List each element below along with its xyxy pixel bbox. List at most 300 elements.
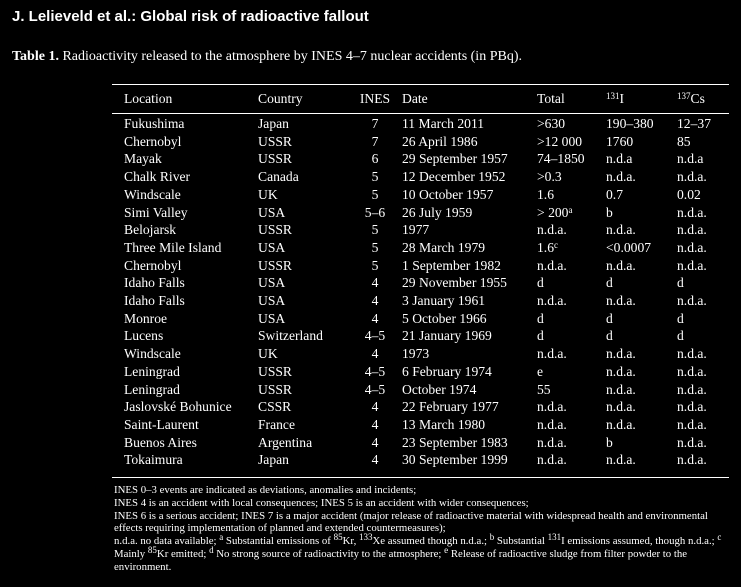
cell-country [258, 257, 348, 275]
table-header [112, 86, 729, 112]
cell-iodine [606, 168, 677, 186]
cell-iodine [606, 274, 677, 292]
cell-date-value: 29 September 1957 [402, 151, 508, 167]
cell-location-value: Leningrad [124, 381, 180, 397]
cell-total [537, 274, 606, 292]
cell-ines [348, 345, 402, 363]
cell-iodine [606, 398, 677, 416]
cell-country-value: USA [258, 310, 286, 326]
cell-location-value: Fukushima [124, 116, 185, 131]
table-row [112, 186, 729, 204]
cell-location-value: Chalk River [124, 169, 191, 185]
cell-ines-value: 4–5 [364, 363, 386, 379]
cell-cesium-value: n.d.a. [677, 452, 707, 468]
cell-iodine-value: n.d.a. [606, 363, 636, 379]
cell-country [258, 292, 348, 310]
cell-date-value: 23 September 1983 [402, 434, 508, 450]
table-row [112, 257, 729, 275]
cell-iodine-value: n.d.a. [606, 222, 636, 238]
cell-cesium-value: d [677, 275, 684, 291]
cell-date-value: 30 September 1999 [402, 452, 508, 468]
table-row [112, 239, 729, 257]
table-caption-text: Radioactivity released to the atmosphere by INES 4–7 nuclear accidents (in PBq). [62, 49, 522, 64]
iodine-mass-number: 131 [606, 91, 620, 102]
cell-date-value: 29 November 1955 [402, 275, 507, 291]
cell-ines [348, 327, 402, 345]
table-row [112, 434, 729, 452]
cell-cesium [677, 416, 729, 434]
cell-total-value: n.d.a. [537, 222, 567, 238]
cell-location [112, 292, 258, 310]
table-row [112, 327, 729, 345]
cell-location-value: Jaslovské Bohunice [124, 399, 232, 415]
iodine-symbol: I [619, 91, 625, 107]
cell-date-value: 26 July 1959 [402, 204, 473, 220]
cell-cesium-value: n.d.a. [677, 434, 707, 450]
cell-location [112, 363, 258, 381]
cell-iodine [606, 327, 677, 345]
cell-date-value: 12 December 1952 [402, 169, 506, 185]
cell-ines [348, 112, 402, 133]
cell-total [537, 310, 606, 328]
cell-cesium-value: 12–37 [677, 116, 711, 131]
cell-total-value: n.d.a. [537, 257, 567, 273]
cell-iodine [606, 221, 677, 239]
cell-location [112, 239, 258, 257]
cell-cesium [677, 221, 729, 239]
col-total-header: Total [537, 91, 565, 107]
cell-ines [348, 310, 402, 328]
cell-iodine-value: n.d.a. [606, 169, 636, 185]
cell-iodine [606, 310, 677, 328]
table-top-rule [112, 84, 729, 85]
cell-cesium-value: d [677, 328, 684, 344]
table-row [112, 133, 729, 151]
cell-total-value: >630 [537, 116, 566, 131]
cell-total-value: 74–1850 [537, 151, 585, 167]
footnote-text: Kr emitted; [156, 547, 210, 560]
cell-date-value: 5 October 1966 [402, 310, 487, 326]
table-row [112, 292, 729, 310]
cell-country [258, 451, 348, 469]
cell-iodine [606, 381, 677, 399]
col-ines-header: INES [359, 91, 391, 107]
cell-country-value: UK [258, 186, 278, 202]
cell-iodine-value: <0.0007 [606, 239, 652, 255]
cell-iodine-value: n.d.a. [606, 293, 636, 309]
cell-cesium-value: d [677, 310, 684, 326]
cell-iodine [606, 434, 677, 452]
cell-total [537, 133, 606, 151]
cell-ines [348, 274, 402, 292]
cell-ines-value: 4 [371, 293, 379, 309]
cell-location-value: Mayak [124, 151, 162, 167]
cell-total-value: > 200 [537, 204, 569, 220]
cell-iodine-value: d [606, 328, 613, 344]
cell-date [402, 434, 537, 452]
footnote-line [114, 532, 729, 573]
cell-total-value: d [537, 328, 544, 344]
cell-iodine [606, 292, 677, 310]
cell-date [402, 204, 537, 222]
cesium-symbol: Cs [690, 91, 705, 107]
cell-cesium-value: n.d.a. [677, 346, 707, 362]
cell-ines-value: 4–5 [364, 381, 386, 397]
cell-location [112, 345, 258, 363]
cell-location [112, 221, 258, 239]
cell-cesium-value: 0.02 [677, 186, 701, 202]
cell-country-value: UK [258, 346, 278, 362]
cell-cesium [677, 204, 729, 222]
cell-date [402, 327, 537, 345]
footnote-mark: d [209, 544, 214, 555]
cell-total [537, 204, 606, 222]
cell-iodine-value: n.d.a. [606, 416, 636, 432]
cell-total [537, 150, 606, 168]
cell-ines-value: 4 [371, 434, 379, 450]
cell-iodine-value: d [606, 275, 613, 291]
cell-date [402, 363, 537, 381]
cell-ines [348, 416, 402, 434]
cell-country-value: CSSR [258, 399, 292, 415]
cell-iodine-value: 0.7 [606, 186, 623, 202]
cell-location [112, 168, 258, 186]
footnote-text: Substantial emissions of [223, 535, 334, 548]
cell-cesium [677, 112, 729, 133]
cell-cesium [677, 133, 729, 151]
cell-date [402, 310, 537, 328]
footnote-text: I emissions assumed, though n.d.a.; [561, 535, 718, 548]
table-row [112, 221, 729, 239]
table-row [112, 112, 729, 133]
cell-country [258, 363, 348, 381]
cell-cesium [677, 168, 729, 186]
cell-cesium [677, 239, 729, 257]
cell-date-value: 1973 [402, 346, 430, 362]
cell-date [402, 112, 537, 133]
cell-country-value: USSR [258, 363, 293, 379]
cell-ines-value: 4 [371, 275, 379, 291]
cell-ines [348, 221, 402, 239]
cell-location-value: Simi Valley [124, 204, 188, 220]
cell-cesium-value: n.d.a. [677, 293, 707, 309]
cell-date-value: 22 February 1977 [402, 399, 499, 415]
cell-date [402, 150, 537, 168]
mass-number: 133 [358, 532, 373, 543]
cell-ines [348, 186, 402, 204]
cell-location-value: Windscale [124, 346, 181, 362]
cell-cesium [677, 257, 729, 275]
cell-iodine [606, 451, 677, 469]
cell-iodine-value: n.d.a. [606, 257, 636, 273]
cell-location-value: Chernobyl [124, 133, 182, 149]
footnote-mark: c [554, 239, 558, 250]
cell-ines [348, 133, 402, 151]
cell-cesium-value: n.d.a. [677, 169, 707, 185]
cell-total-value: n.d.a. [537, 346, 567, 362]
cell-iodine-value: n.d.a [606, 151, 633, 167]
cell-location-value: Saint-Laurent [124, 416, 199, 432]
cell-date-value: 1 September 1982 [402, 257, 501, 273]
cell-total-value: d [537, 275, 544, 291]
cell-iodine [606, 204, 677, 222]
table-header-row [112, 86, 729, 112]
cell-total [537, 416, 606, 434]
cell-iodine-value: n.d.a. [606, 452, 636, 468]
table-body [112, 112, 729, 469]
cell-ines-value: 7 [371, 133, 379, 149]
cell-location-value: Windscale [124, 186, 181, 202]
cell-iodine [606, 345, 677, 363]
footnote-text: Substantial [494, 535, 548, 548]
cell-country [258, 204, 348, 222]
cell-total-value: >0.3 [537, 169, 562, 185]
footnote-mark: e [444, 544, 449, 555]
cell-total [537, 168, 606, 186]
cell-cesium [677, 150, 729, 168]
cell-location [112, 381, 258, 399]
footnote-text: No strong source of radioactivity to the atmosphere; [213, 547, 445, 560]
cell-cesium [677, 327, 729, 345]
table-row [112, 274, 729, 292]
cell-country-value: USA [258, 239, 286, 255]
cell-country [258, 345, 348, 363]
cell-ines [348, 381, 402, 399]
cell-country [258, 274, 348, 292]
footnote-text: n.d.a. no data available; [114, 535, 220, 548]
cell-country [258, 168, 348, 186]
cell-date [402, 239, 537, 257]
table-row [112, 363, 729, 381]
cell-iodine-value: b [606, 204, 613, 220]
mass-number: 85 [333, 532, 343, 543]
cell-date [402, 221, 537, 239]
cell-location-value: Monroe [124, 310, 168, 326]
cell-date-value: 1977 [402, 222, 430, 238]
table-row [112, 168, 729, 186]
cell-country [258, 398, 348, 416]
footnote-line: INES 0–3 events are indicated as deviations, anomalies and incidents; [114, 484, 417, 496]
cell-date [402, 257, 537, 275]
cell-ines [348, 150, 402, 168]
cell-ines-value: 4 [371, 346, 379, 362]
cell-country-value: USA [258, 293, 286, 309]
cell-cesium [677, 310, 729, 328]
cell-total [537, 451, 606, 469]
cell-cesium [677, 345, 729, 363]
cell-iodine-value: n.d.a. [606, 399, 636, 415]
cell-ines-value: 6 [371, 151, 379, 167]
table-row [112, 381, 729, 399]
mass-number: 85 [147, 544, 157, 555]
cell-location-value: Leningrad [124, 363, 180, 379]
cell-iodine [606, 363, 677, 381]
cell-date [402, 168, 537, 186]
cell-location-value: Idaho Falls [124, 275, 185, 291]
cell-location [112, 451, 258, 469]
table-row [112, 150, 729, 168]
cell-ines-value: 4 [371, 399, 379, 415]
cell-country-value: Japan [258, 452, 289, 468]
cell-total [537, 398, 606, 416]
cell-date [402, 381, 537, 399]
cell-country-value: Switzerland [258, 328, 323, 344]
table-footnotes [114, 484, 729, 574]
cell-iodine [606, 416, 677, 434]
footnote-text: Xe assumed though n.d.a.; [372, 535, 490, 548]
cell-ines [348, 451, 402, 469]
cell-country-value: Japan [258, 116, 289, 131]
cell-cesium-value: n.d.a. [677, 222, 707, 238]
cell-country-value: USSR [258, 222, 293, 238]
cell-country-value: USSR [258, 151, 293, 167]
cell-ines [348, 434, 402, 452]
table-row [112, 345, 729, 363]
col-date-header: Date [402, 91, 428, 107]
cell-total [537, 345, 606, 363]
cell-date-value: 6 February 1974 [402, 363, 492, 379]
cell-ines [348, 204, 402, 222]
cell-ines-value: 5–6 [364, 204, 386, 220]
footnote-mark: a [219, 532, 224, 543]
cell-cesium [677, 274, 729, 292]
cell-country [258, 221, 348, 239]
cell-location [112, 327, 258, 345]
cell-total-value: n.d.a. [537, 293, 567, 309]
cell-country-value: USSR [258, 381, 293, 397]
footnote-mark: a [568, 204, 573, 215]
cell-ines-value: 5 [371, 239, 379, 255]
cell-date-value: 3 January 1961 [402, 293, 486, 309]
cell-location [112, 112, 258, 133]
footnote-mark: b [489, 532, 495, 543]
cell-total [537, 292, 606, 310]
table-row [112, 451, 729, 469]
cell-iodine-value: n.d.a. [606, 381, 636, 397]
cell-country [258, 112, 348, 133]
cell-total [537, 381, 606, 399]
cell-date [402, 186, 537, 204]
cell-location [112, 257, 258, 275]
cell-total-value: n.d.a. [537, 416, 567, 432]
cell-country [258, 239, 348, 257]
cell-cesium [677, 363, 729, 381]
cell-date-value: 10 October 1957 [402, 186, 494, 202]
cell-iodine-value: n.d.a. [606, 346, 636, 362]
cell-ines [348, 292, 402, 310]
cell-total [537, 186, 606, 204]
cell-country [258, 186, 348, 204]
cell-iodine-value: d [606, 310, 613, 326]
cell-date-value: 26 April 1986 [402, 133, 478, 149]
cell-total-value: >12 000 [537, 133, 583, 149]
cell-country-value: Argentina [258, 434, 313, 450]
cell-iodine [606, 112, 677, 133]
cell-location-value: Lucens [124, 328, 164, 344]
cell-total-value: 55 [537, 381, 551, 397]
cell-total [537, 434, 606, 452]
table-row [112, 398, 729, 416]
cell-country-value: Canada [258, 169, 299, 185]
cell-country [258, 310, 348, 328]
cell-cesium-value: n.d.a [677, 151, 704, 167]
cell-location-value: Idaho Falls [124, 293, 185, 309]
cell-ines-value: 5 [371, 222, 379, 238]
cell-ines-value: 4–5 [364, 328, 386, 344]
cell-ines-value: 7 [371, 116, 379, 131]
table-row [112, 310, 729, 328]
cell-cesium-value: n.d.a. [677, 381, 707, 397]
table-bottom-rule [112, 477, 729, 478]
cell-cesium-value: 85 [677, 133, 691, 149]
cell-ines-value: 4 [371, 310, 379, 326]
cell-location [112, 150, 258, 168]
cell-location [112, 416, 258, 434]
cell-cesium-value: n.d.a. [677, 399, 707, 415]
cell-location [112, 133, 258, 151]
cell-location-value: Three Mile Island [124, 239, 222, 255]
cell-cesium [677, 186, 729, 204]
cell-total-value: n.d.a. [537, 452, 567, 468]
cell-total [537, 363, 606, 381]
cell-total [537, 221, 606, 239]
cell-location [112, 434, 258, 452]
cell-total-value: n.d.a. [537, 399, 567, 415]
cell-cesium [677, 292, 729, 310]
col-location-header: Location [124, 91, 173, 107]
cell-date-value: October 1974 [402, 381, 477, 397]
table-row [112, 416, 729, 434]
cell-ines-value: 4 [371, 416, 379, 432]
cell-cesium-value: n.d.a. [677, 363, 707, 379]
cell-cesium-value: n.d.a. [677, 204, 707, 220]
cell-country-value: USSR [258, 133, 293, 149]
cell-iodine [606, 150, 677, 168]
cell-iodine [606, 239, 677, 257]
cell-country-value: USA [258, 204, 286, 220]
cell-cesium-value: n.d.a. [677, 416, 707, 432]
cell-cesium [677, 434, 729, 452]
cell-country [258, 434, 348, 452]
cell-ines [348, 257, 402, 275]
col-iodine-header [606, 86, 677, 112]
table-row [112, 204, 729, 222]
cesium-mass-number: 137 [677, 91, 691, 102]
cell-iodine [606, 133, 677, 151]
cell-iodine-value: b [606, 434, 613, 450]
cell-location-value: Chernobyl [124, 257, 182, 273]
mass-number: 131 [547, 532, 562, 543]
cell-date-value: 21 January 1969 [402, 328, 492, 344]
cell-ines [348, 239, 402, 257]
cell-ines [348, 398, 402, 416]
cell-ines-value: 5 [371, 257, 379, 273]
radioactivity-table [112, 86, 729, 469]
cell-total-value: 1.6 [537, 186, 554, 202]
cell-date [402, 416, 537, 434]
cell-iodine-value: 190–380 [606, 116, 654, 131]
cell-date-value: 28 March 1979 [402, 239, 486, 255]
cell-total-value: 1.6 [537, 239, 554, 255]
cell-cesium [677, 398, 729, 416]
footnote-line: INES 4 is an accident with local consequences; INES 5 is an accident with wider consequences; [114, 496, 529, 509]
cell-country-value: USA [258, 275, 286, 291]
cell-cesium-value: n.d.a. [677, 239, 707, 255]
cell-total [537, 239, 606, 257]
cell-total [537, 257, 606, 275]
cell-total [537, 112, 606, 133]
footnote-text: Mainly [114, 547, 148, 560]
